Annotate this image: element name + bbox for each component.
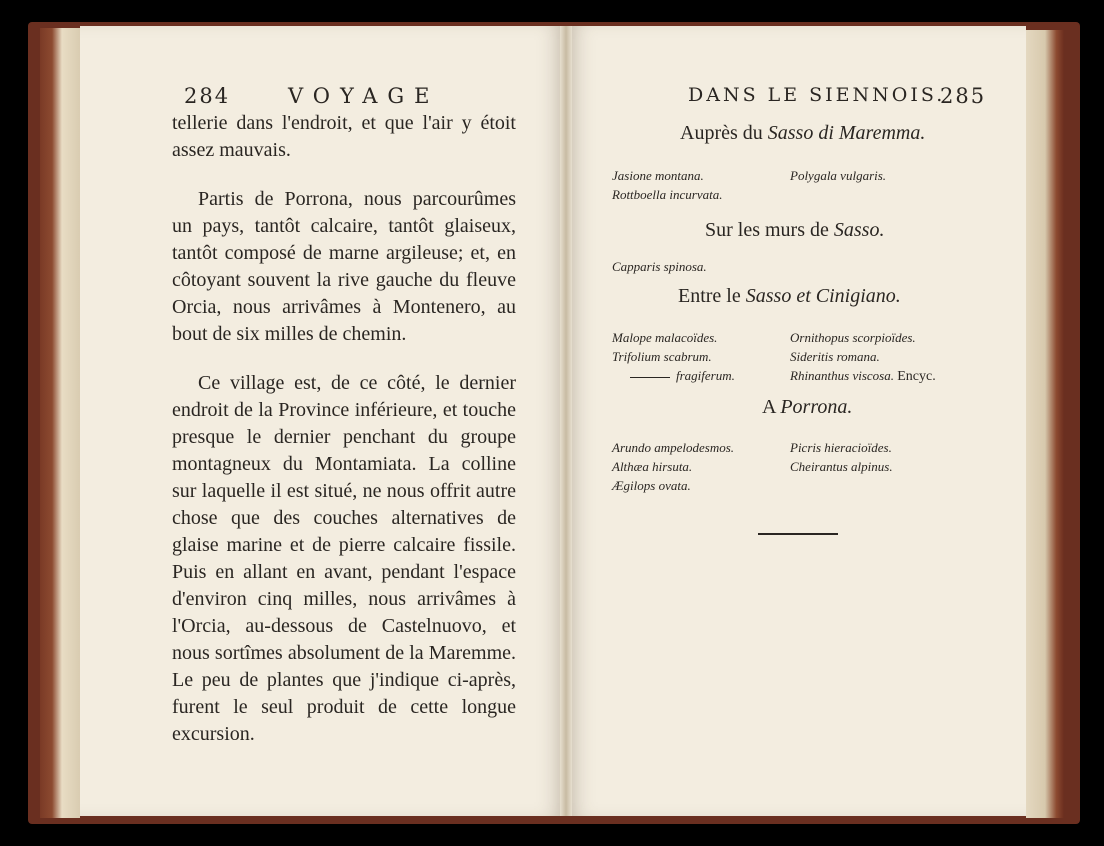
species-entry: Picris hieracioïdes.: [790, 440, 892, 455]
left-page-number: 284: [184, 84, 231, 108]
species-entry: Cheirantus alpinus.: [790, 459, 893, 474]
ditto-dash: [630, 377, 670, 378]
species-entry: fragiferum.: [630, 368, 735, 384]
book-gutter: [560, 26, 572, 816]
paragraph: Partis de Porrona, nous parcourûmes un pays, tantôt calcaire, tantôt glaiseux, tantôt composé de marne argileuse; et, en côtoyant souvent la rive gauche du fleuve Orcia, nous arrivâmes à Montenero, au bout de six milles de chemin.: [172, 188, 516, 345]
place-name: Sasso di Maremma.: [767, 122, 926, 144]
species-entry: Jasione montana.: [612, 168, 704, 183]
species-entry: Polygala vulgaris.: [790, 168, 887, 183]
place-name: Sasso et Cinigiano.: [745, 285, 901, 307]
right-running-title: DANS LE SIENNOIS.: [688, 84, 946, 106]
left-running-title: VOYAGE: [288, 84, 440, 108]
left-body-text: [172, 110, 516, 748]
species-entry: Ægilops ovata.: [612, 478, 691, 493]
species-entry: Rottboella incurvata.: [612, 187, 723, 202]
species-entry: Trifolium scabrum.: [612, 349, 712, 364]
section-heading: Auprès du Sasso di Maremma.: [680, 122, 926, 144]
species-entry: Sideritis romana.: [790, 349, 880, 364]
section-heading: A Porrona.: [762, 396, 853, 418]
encyclopedia-note: Encyc.: [897, 369, 936, 384]
species-entry: Althæa hirsuta.: [612, 459, 693, 474]
left-page-edges: [40, 28, 80, 818]
species-entry: Ornithopus scorpioïdes.: [790, 330, 916, 345]
place-name: Porrona.: [780, 396, 853, 418]
paragraph: tellerie dans l'endroit, et que l'air y étoit assez mauvais.: [172, 112, 516, 161]
section-heading: Entre le Sasso et Cinigiano.: [678, 285, 901, 307]
species-entry: Rhinanthus viscosa. Encyc.: [790, 368, 936, 384]
right-page-number: 285: [940, 84, 987, 108]
section-heading: Sur les murs de Sasso.: [705, 219, 885, 241]
species-entry: Capparis spinosa.: [612, 259, 707, 274]
species-entry: Arundo ampelodesmos.: [612, 440, 735, 455]
right-page-edges: [1026, 30, 1064, 818]
paragraph: Ce village est, de ce côté, le dernier endroit de la Province inférieure, et touche presque le dernier penchant du groupe montagneux du Montamiata. La colline sur laquelle il est situé, ne nous offrit autre chose que des couches alternatives de glaise marine et de pierre calcaire fissile. Puis en allant en avant, pendant l'espace d'environ cinq milles, nous arrivâmes à l'Orcia, au-dessous de Castelnuovo, et nous sortîmes absolument de la Maremme. Le peu de plantes que j'indique ci-après, furent le seul produit de cette longue excursion.: [172, 372, 516, 745]
place-name: Sasso.: [833, 219, 885, 241]
end-rule: [758, 533, 838, 535]
species-entry: Malope malacoïdes.: [612, 330, 718, 345]
